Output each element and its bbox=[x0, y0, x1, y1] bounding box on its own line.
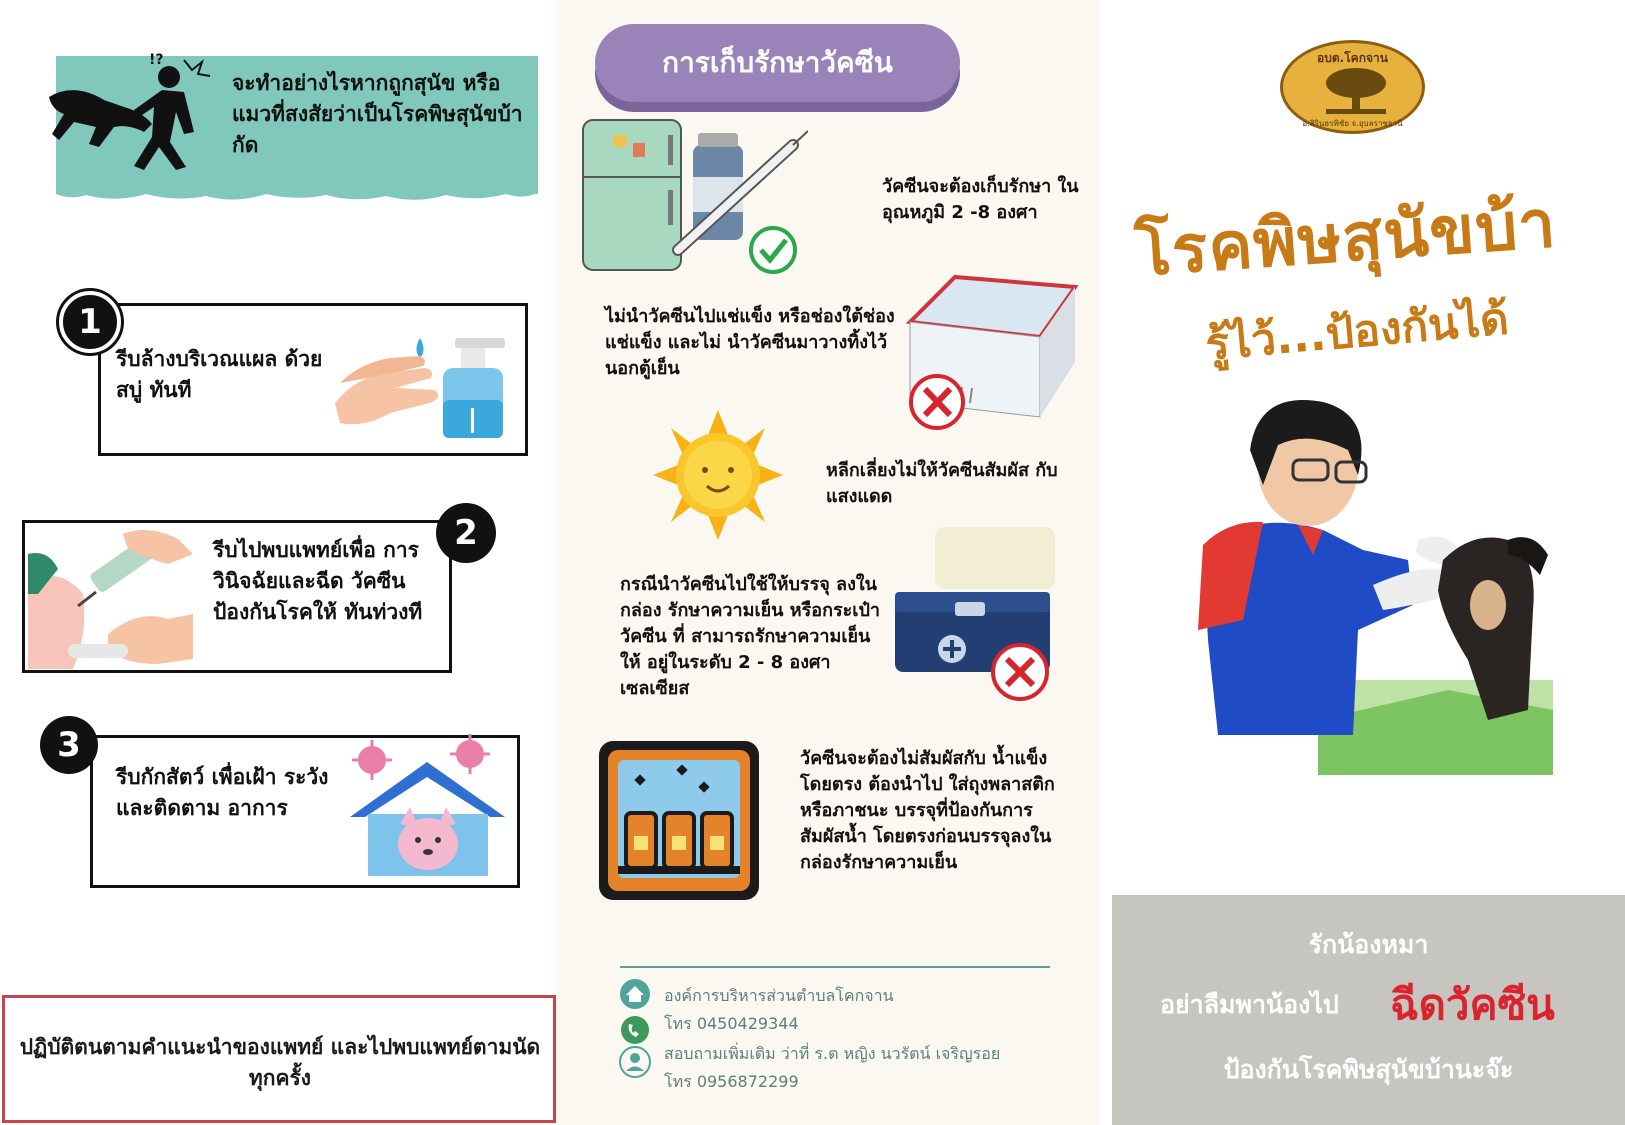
step-2-text: รีบไปพบแพทย์เพื่อ การวินิจฉัยและฉีด วัคซีนป้องกันโรคให้ ทันท่วงที bbox=[213, 538, 423, 624]
step-2-number: 2 bbox=[436, 503, 496, 563]
storage-item-5: วัคซีนจะต้องไม่สัมผัสกับ น้ำแข็งโดยตรง ต้องนำไป ใส่ถุงพลาสติก หรือภาชนะ บรรจุที่ป้องกันการสัมผัสน้ำ โดยตรงก่อนบรรจุลงใน กล่องรักษาความเย็น bbox=[800, 748, 1055, 873]
storage-item-4: กรณีนำวัคซีนไปใช้ให้บรรจุ ลงในกล่อง รักษาความเย็น หรือกระเป๋าวัคซีน ที่ สามารถรักษาความเย็นให้ อยู่ในระดับ 2 - 8 องศา เซลเซียส bbox=[620, 574, 880, 699]
logo-subtext: อ.สิรินธรพิชัย จ.อุบลราชธานี bbox=[1302, 119, 1403, 128]
sun-icon bbox=[633, 410, 803, 540]
step-1-number: 1 bbox=[59, 291, 121, 353]
cooler-box-icon bbox=[890, 522, 1065, 702]
doctor-injection-icon bbox=[28, 524, 198, 669]
svg-text:!?: !? bbox=[149, 52, 164, 68]
main-title: โรคพิษสุนัขบ้า bbox=[1132, 185, 1559, 292]
step-1-text: รีบล้างบริเวณแผล ด้วย สบู่ ทันที bbox=[116, 347, 323, 402]
freezer-icon bbox=[900, 262, 1080, 437]
vaccine-storage-title: การเก็บรักษาวัคซีน bbox=[595, 24, 960, 102]
storage-item-1: วัคซีนจะต้องเก็บรักษา ในอุณหภูมิ 2 -8 องศา bbox=[882, 176, 1079, 223]
reminder-line-3: ป้องกันโรคพิษสุนัขบ้านะจ๊ะ bbox=[1223, 1055, 1514, 1084]
main-subtitle: รู้ไว้...ป้องกันได้ bbox=[1203, 293, 1511, 371]
contact-divider bbox=[620, 966, 1050, 968]
banner-brush-edge bbox=[56, 186, 538, 208]
org-logo bbox=[1280, 40, 1425, 134]
final-advice-text: ปฏิบัติตนตามคำแนะนำของแพทย์ และไปพบแพทย์ตามนัดทุกครั้ง bbox=[19, 1035, 541, 1090]
storage-item-2: ไม่นำวัคซีนไปแช่แข็ง หรือช่องใต้ช่องแช่แข็ง และไม่ นำวัคซีนมาวางทิ้งไว้นอกตู้เย็น bbox=[605, 306, 895, 379]
home-icon bbox=[618, 979, 652, 1009]
storage-item-3: หลีกเลี่ยงไม่ให้วัคซีนสัมผัส กับแสงแดด bbox=[826, 460, 1058, 507]
reminder-highlight: ฉีดวัคซีน bbox=[1390, 980, 1555, 1029]
phone-icon bbox=[618, 1015, 652, 1045]
vaccination-photo bbox=[1188, 390, 1553, 775]
dog-bite-icon bbox=[44, 52, 214, 177]
person-icon bbox=[618, 1045, 652, 1079]
contact-org: องค์การบริหารส่วนตำบลโคกจาน bbox=[664, 986, 894, 1005]
reminder-line-1: รักน้องหมา bbox=[1308, 930, 1429, 959]
tree-emblem-icon bbox=[1321, 65, 1391, 117]
step-3-number: 3 bbox=[40, 716, 98, 774]
ice-vaccine-icon bbox=[596, 738, 762, 903]
dog-quarantine-icon bbox=[340, 732, 515, 880]
step-3-text: รีบกักสัตว์ เพื่อเฝ้า ระวังและติดตาม อาการ bbox=[116, 765, 329, 820]
reminder-line-2: อย่าลืมพาน้องไป bbox=[1160, 990, 1339, 1019]
fridge-vaccine-icon bbox=[578, 115, 808, 275]
contact-phone-2: โทร 0956872299 bbox=[664, 1072, 799, 1091]
contact-phone: โทร 0450429344 bbox=[664, 1014, 799, 1033]
handwash-icon bbox=[335, 318, 515, 443]
banner-heading: จะทำอย่างไรหากถูกสุนัข หรือแมวที่สงสัยว่าเป็นโรคพิษสุนัขบ้ากัด bbox=[232, 71, 523, 157]
logo-text: อบต.โคกจาน bbox=[1317, 51, 1388, 65]
contact-inquiry: สอบถามเพิ่มเติม ว่าที่ ร.ต หญิง นวรัตน์ เจริญรอย bbox=[664, 1044, 1001, 1063]
